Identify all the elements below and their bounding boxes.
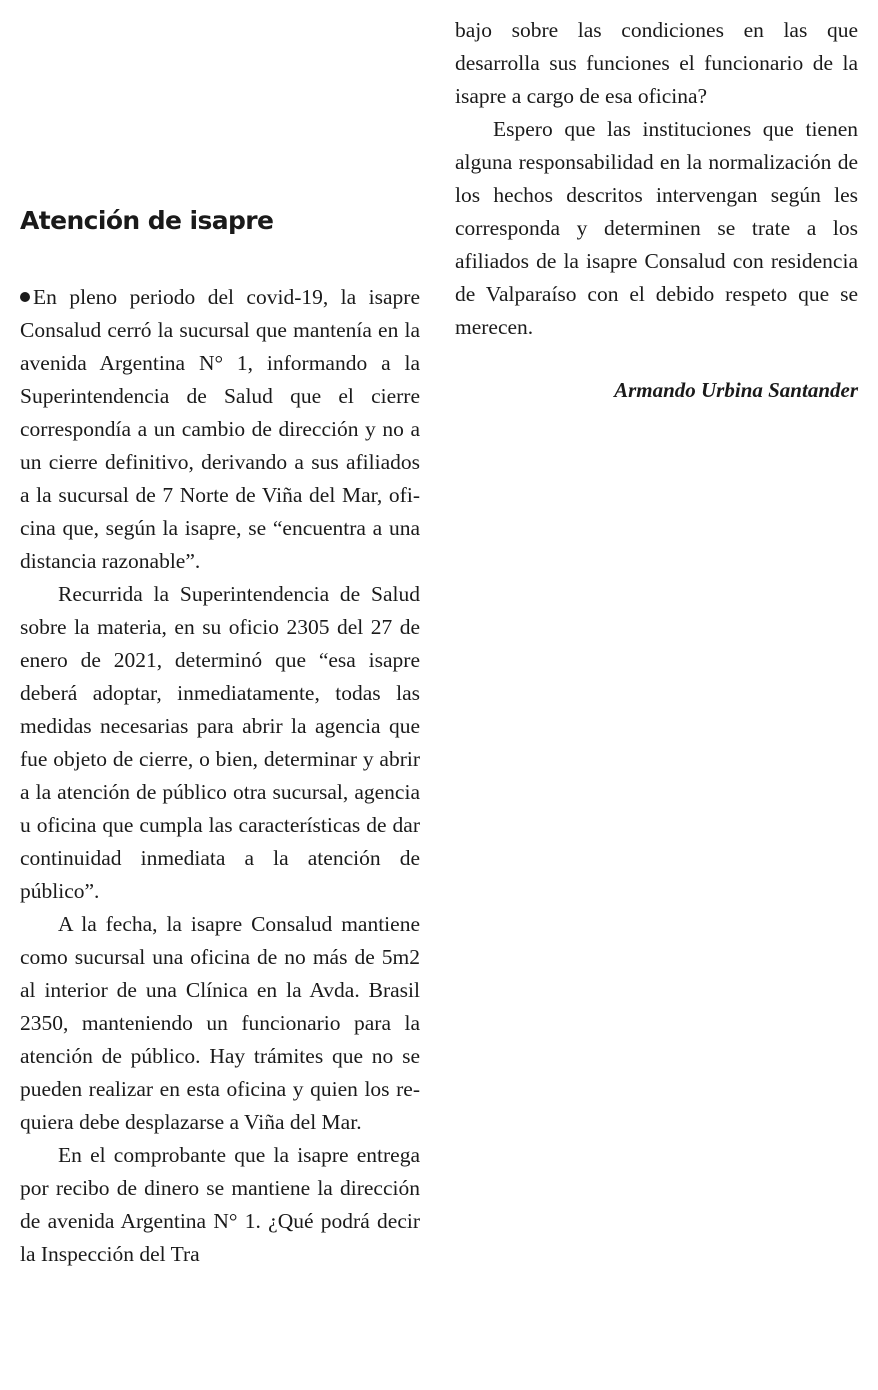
- paragraph-4: En el comprobante que la isapre entrega por recibo de dinero se mantiene la dirección de avenida Argentina N° 1. ¿Qué podrá decir la Inspección del Tra: [20, 1143, 420, 1266]
- paragraph-2: Recurrida la Superintendencia de Salud sobre la materia, en su oficio 2305 del 27 de enero de 2021, determinó que “esa isapre deberá adoptar, inmediatamente, todas las medidas necesarias para abrir la agencia que fue objeto de cierre, o bien, determinar y abrir a la atención de público otra sucursal, agencia u oficina que cumpla las características de dar continuidad inmediata a la atención de público”.: [20, 582, 420, 903]
- author-signature: Armando Urbina Santander: [614, 378, 858, 402]
- bullet-icon: [20, 292, 30, 302]
- paragraph-5: bajo sobre las condiciones en las que desarrolla sus funciones el funcionario de la isapre a cargo de esa oficina?: [455, 18, 858, 108]
- right-column: [455, 14, 858, 344]
- paragraph-1-text: En pleno periodo del covid-19, la isapre Consalud cerró la sucursal que mantenía en la avenida Argentina N° 1, informando a la Superintendencia de Salud que el cierre correspondía a un cambio de dirección y no a un cierre definitivo, derivando a sus afiliados a la sucursal de 7 Norte de Viña del Mar, oficina que, según la isapre, se “encuentra a una distancia razonable”.: [20, 285, 420, 573]
- paragraph-6: Espero que las instituciones que tienen alguna responsabilidad en la normalización de los hechos descritos intervengan según les corresponda y determinen se trate a los afiliados de la isapre Consalud con residencia de Valparaíso con el debido respeto que se merecen.: [455, 117, 858, 339]
- article-headline: Atención de isapre: [20, 206, 274, 235]
- paragraph-3: A la fecha, la isapre Consalud mantiene como sucursal una oficina de no más de 5m2 al interior de una Clínica en la Avda. Brasil 2350, manteniendo un funcionario para la atención de público. Hay trámites que no se pueden realizar en esta oficina y quien los requiera debe desplazarse a Viña del Mar.: [20, 912, 420, 1134]
- paragraph-1: [20, 281, 420, 578]
- left-column: [20, 281, 420, 1271]
